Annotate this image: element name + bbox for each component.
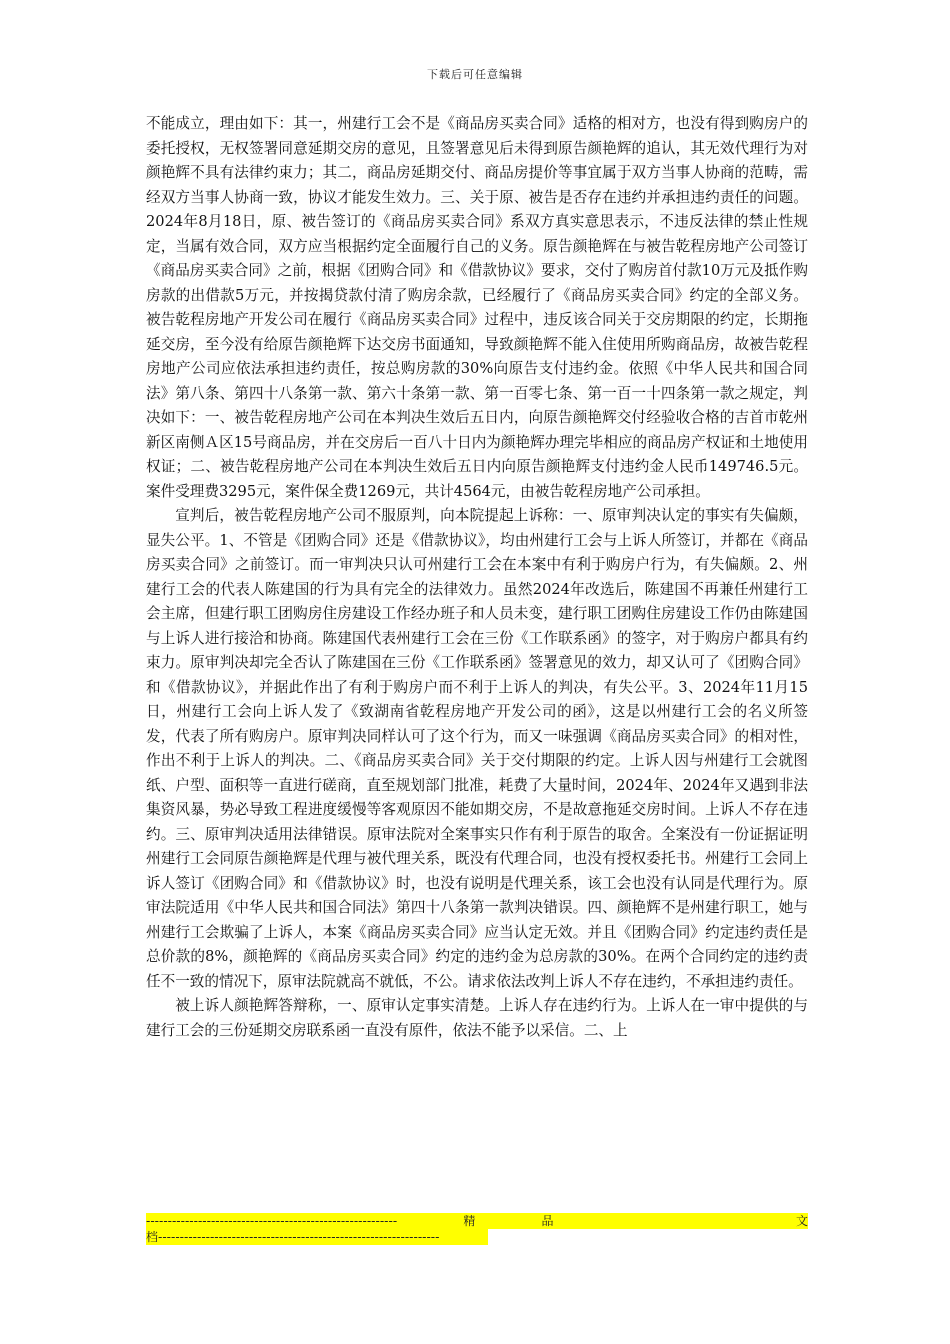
paragraph-3: 被上诉人颜艳辉答辩称，一、原审认定事实清楚。上诉人存在违约行为。上诉人在一审中提供的与建行工会的三份延期交房联系函一直没有原件，依法不能予以采信。二、上 [146, 997, 808, 1039]
footer-word-1: 精 [463, 1214, 476, 1228]
paragraph-2: 宣判后，被告乾程房地产公司不服原判，向本院提起上诉称：一、原审判决认定的事实有失偏颇，显失公平。1、不管是《团购合同》还是《借款协议》，均由州建行工会与上诉人所签订，并都在《商品房买卖合同》之前签订。而一审判决只认可州建行工会在本案中有利于购房户行为，有失偏颇。2、州建行工会的代表人陈建国的行为具有完全的法律效力。虽然2024年改选后，陈建国不再兼任州建行工会主席，但建行职工团购房住房建设工作经办班子和人员未变，建行职工团购住房建设工作仍由陈建国与上诉人进行接洽和协商。陈建国代表州建行工会在三份《工作联系函》的签字，对于购房户都具有约束力。原审判决却完全否认了陈建国在三份《工作联系函》签署意见的效力，却又认可了《团购合同》和《借款协议》，并据此作出了有利于购房户而不利于上诉人的判决，有失公平。3、2024年11月15日，州建行工会向上诉人发了《致湖南省乾程房地产开发公司的函》，这是以州建行工会的名义所签发，代表了所有购房户。原审判决同样认可了这个行为，而又一味强调《商品房买卖合同》的相对性，作出不利于上诉人的判决。二、《商品房买卖合同》关于交付期限的约定。上诉人因与州建行工会就图纸、户型、面积等一直进行磋商，直至规划部门批准，耗费了大量时间，2024年、2024年又遇到非法集资风暴，势必导致工程进度缓慢等客观原因不能如期交房，不是故意拖延交房时间。上诉人不存在违约。三、原审判决适用法律错误。原审法院对全案事实只作有利于原告的取舍。全案没有一份证据证明州建行工会同原告颜艳辉是代理与被代理关系，既没有代理合同，也没有授权委托书。州建行工会同上诉人签订《团购合同》和《借款协议》时，也没有说明是代理关系，该工会也没有认同是代理行为。原审法院适用《中华人民共和国合同法》第四十八条第一款判决错误。四、颜艳辉不是州建行职工，她与州建行工会欺骗了上诉人，本案《商品房买卖合同》应当认定无效。并且《团购合同》约定违约责任是总价款的8%，颜艳辉的《商品房买卖合同》约定的违约金为总房款的30%。在两个合同约定的违约责任不一致的情况下，原审法院就高不就低，不公。请求依法改判上诉人不存在违约，不承担违约责任。 [146, 507, 808, 990]
paragraph-1: 不能成立，理由如下：其一，州建行工会不是《商品房买卖合同》适格的相对方，也没有得到购房户的委托授权，无权签署同意延期交房的意见，且签署意见后未得到原告颜艳辉的追认，其无效代理行为对颜艳辉不具有法律约束力；其二，商品房延期交付、商品房提价等事宜属于双方当事人协商的范畴，需经双方当事人协商一致，协议才能发生效力。三、关于原、被告是否存在违约并承担违约责任的问题。2024年8月18日，原、被告签订的《商品房买卖合同》系双方真实意思表示，不违反法律的禁止性规定，当属有效合同，双方应当根据约定全面履行自己的义务。原告颜艳辉在与被告乾程房地产公司签订《商品房买卖合同》之前，根据《团购合同》和《借款协议》要求，交付了购房首付款10万元及抵作购房款的出借款5万元，并按揭贷款付清了购房余款，已经履行了《商品房买卖合同》约定的全部义务。被告乾程房地产开发公司在履行《商品房买卖合同》过程中，违反该合同关于交房期限的约定，长期拖延交房，至今没有给原告颜艳辉下达交房书面通知，导致颜艳辉不能入住使用所购商品房，故被告乾程房地产公司应依法承担违约责任，按总购房款的30%向原告支付违约金。依照《中华人民共和国合同法》第八条、第四十八条第一款、第六十条第一款、第一百零七条、第一百一十四条第一款之规定，判决如下：一、被告乾程房地产公司在本判决生效后五日内，向原告颜艳辉交付经验收合格的吉首市乾州新区南侧Ａ区15号商品房，并在交房后一百八十日内为颜艳辉办理完毕相应的商品房产权证和土地使用权证；二、被告乾程房地产公司在本判决生效后五日内向原告颜艳辉支付违约金人民币149746.5元。案件受理费3295元，案件保全费1269元，共计4564元，由被告乾程房地产公司承担。 [146, 115, 808, 500]
footer-dashes-2: ----------------------------------------------------------------- [158, 1230, 440, 1244]
footer-word-3: 文 [795, 1214, 808, 1228]
footer-dashes: ---------------------------------------------------------- [146, 1214, 398, 1228]
footer-line-1 [146, 1213, 808, 1229]
footer-line-2 [146, 1229, 488, 1245]
page-header: 下载后可任意编辑 [427, 68, 523, 81]
footer-banner [146, 1213, 808, 1249]
footer-spacer [620, 1213, 730, 1229]
document-body [146, 112, 808, 1043]
footer-word-4: 档 [146, 1230, 159, 1244]
footer-word-2: 品 [541, 1214, 554, 1228]
